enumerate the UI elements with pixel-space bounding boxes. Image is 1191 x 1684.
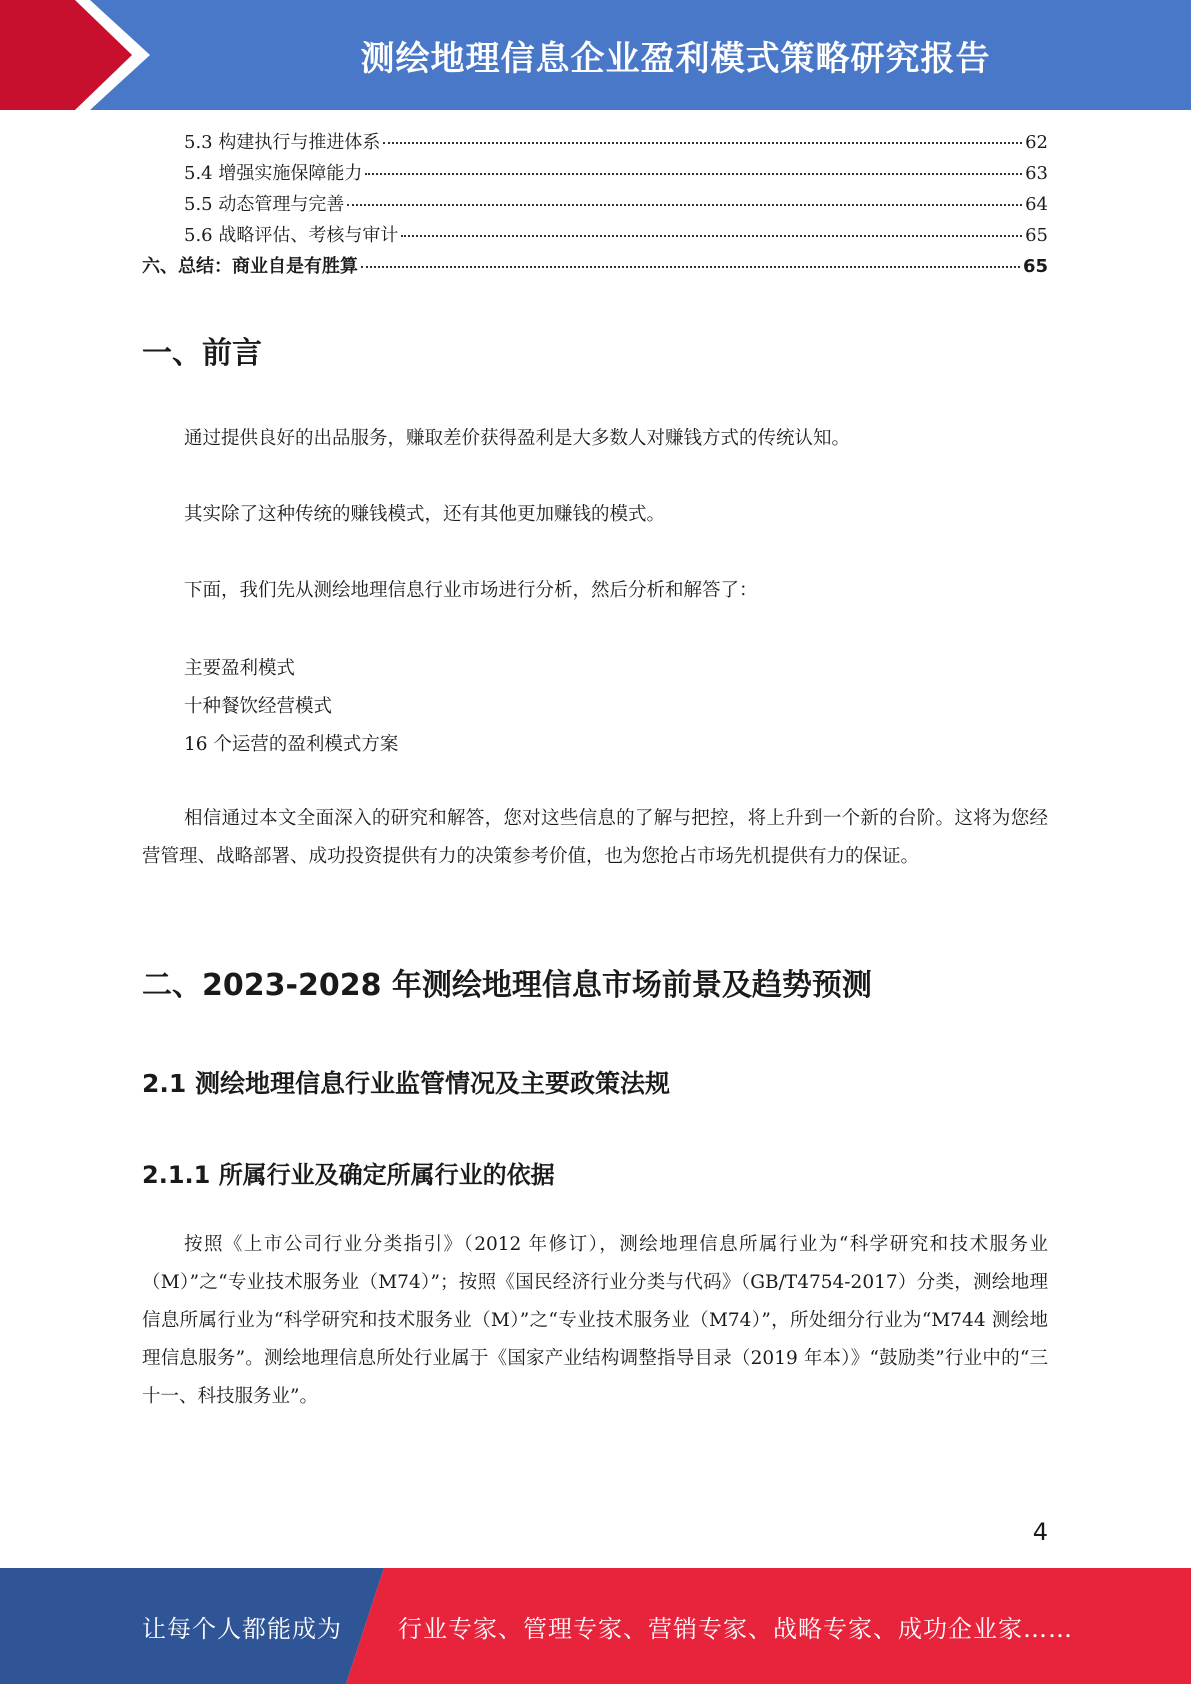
toc-entry[interactable] bbox=[142, 159, 1048, 190]
toc-entry-page: 65 bbox=[1025, 225, 1048, 246]
subsection-heading: 2.1 测绘地理信息行业监管情况及主要政策法规 bbox=[142, 1069, 670, 1098]
toc-leader-dots bbox=[401, 235, 1022, 237]
toc-entry-label: 5.5 动态管理与完善 bbox=[184, 194, 345, 215]
toc-entry-page: 63 bbox=[1025, 163, 1048, 184]
list-item: 十种餐饮经营模式 bbox=[184, 696, 333, 717]
toc-leader-dots bbox=[365, 173, 1022, 175]
toc-entry[interactable] bbox=[142, 190, 1048, 221]
toc-entry-label: 5.6 战略评估、考核与审计 bbox=[184, 225, 399, 246]
paragraph: 通过提供良好的出品服务，赚取差价获得盈利是大多数人对赚钱方式的传统认知。 bbox=[184, 428, 851, 449]
subsubsection-heading: 2.1.1 所属行业及确定所属行业的依据 bbox=[142, 1161, 555, 1189]
section-heading: 二、2023-2028 年测绘地理信息市场前景及趋势预测 bbox=[142, 968, 872, 1003]
list-item: 16 个运营的盈利模式方案 bbox=[184, 734, 399, 755]
toc-entry[interactable] bbox=[142, 221, 1048, 252]
toc-entry-label: 5.3 构建执行与推进体系 bbox=[184, 132, 381, 153]
toc-entry[interactable] bbox=[142, 252, 1048, 283]
toc-entry-page: 62 bbox=[1025, 132, 1048, 153]
toc-entry-page: 65 bbox=[1022, 256, 1048, 277]
footer-slogan-left: 让每个人都能成为 bbox=[142, 1614, 342, 1643]
footer-banner bbox=[0, 1568, 1191, 1684]
toc-entry[interactable] bbox=[142, 128, 1048, 159]
toc-entry-page: 64 bbox=[1025, 194, 1048, 215]
report-title: 测绘地理信息企业盈利模式策略研究报告 bbox=[360, 38, 991, 79]
toc-leader-dots bbox=[361, 266, 1020, 268]
list-item: 主要盈利模式 bbox=[184, 658, 296, 679]
table-of-contents bbox=[142, 128, 1048, 283]
paragraph: 相信通过本文全面深入的研究和解答，您对这些信息的了解与把控，将上升到一个新的台阶。这将为您经营管理、战略部署、成功投资提供有力的决策参考价值，也为您抢占市场先机提供有力的保证。 bbox=[142, 808, 1048, 867]
toc-entry-label: 六、总结：商业自是有胜算 bbox=[142, 256, 358, 277]
header-banner bbox=[0, 0, 1191, 110]
footer-slogan-right: 行业专家、管理专家、营销专家、战略专家、成功企业家…… bbox=[398, 1614, 1073, 1643]
paragraph: 按照《上市公司行业分类指引》（2012 年修订），测绘地理信息所属行业为“科学研究和技术服务业（M）”之“专业技术服务业（M74）”；按照《国民经济行业分类与代码》（GB/T4754-2017）分类，测绘地理信息所属行业为“科学研究和技术服务业（M）”之“专业技术服务业（M74）”，所处细分行业为“M744 测绘地理信息服务”。测绘地理信息所处行业属于《国家产业结构调整指导目录（2019 年本）》“鼓励类”行业中的“三十一、科技服务业”。 bbox=[142, 1234, 1048, 1407]
paragraph: 其实除了这种传统的赚钱模式，还有其他更加赚钱的模式。 bbox=[184, 504, 666, 525]
toc-leader-dots bbox=[383, 142, 1022, 144]
toc-leader-dots bbox=[347, 204, 1022, 206]
page-number: 4 bbox=[1032, 1518, 1048, 1546]
paragraph: 下面，我们先从测绘地理信息行业市场进行分析，然后分析和解答了： bbox=[184, 580, 758, 601]
section-heading: 一、前言 bbox=[142, 336, 262, 371]
toc-entry-label: 5.4 增强实施保障能力 bbox=[184, 163, 363, 184]
